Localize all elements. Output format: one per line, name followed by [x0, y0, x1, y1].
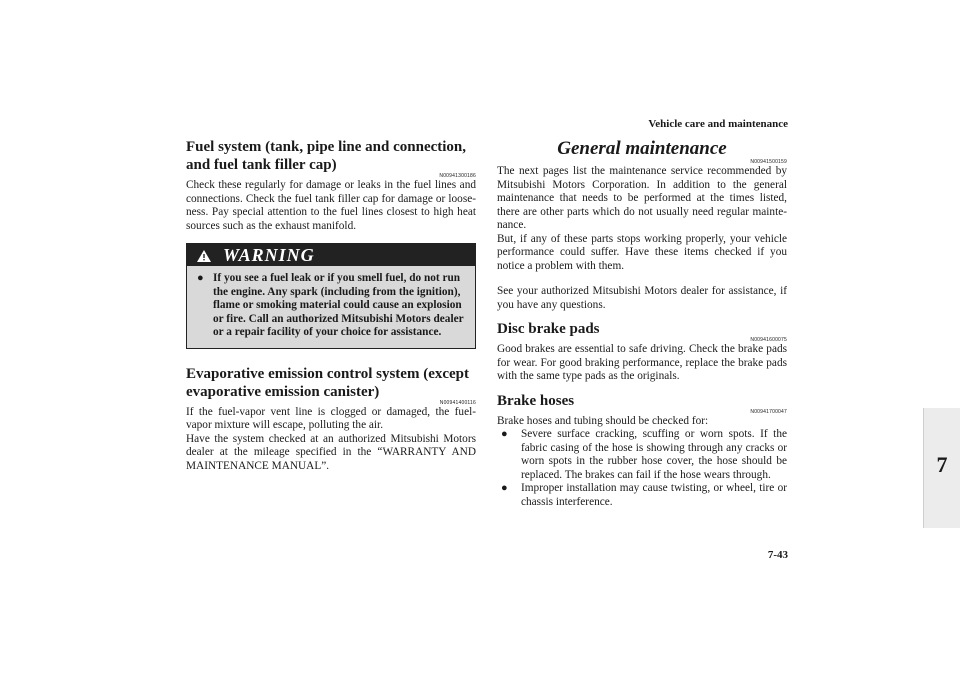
right-column: [497, 138, 787, 509]
disc-brake-heading: Disc brake pads: [497, 321, 600, 337]
list-item: [497, 482, 787, 509]
warning-box: [186, 243, 476, 349]
evap-body-2: Have the system checked at an authorized Mitsubishi Motors dealer at the mileage specified in the “WARRANTY AND MAINTENANCE MANUAL”.: [186, 432, 476, 472]
general-body-3: See your authorized Mitsubishi Motors dealer for assistance, if you have any questions.: [497, 285, 787, 311]
evap-code: N00941400116: [439, 399, 476, 406]
general-code: N00941500159: [750, 159, 787, 165]
bullet-icon: ●: [197, 272, 204, 284]
disc-brake-code: N00941600075: [750, 337, 787, 343]
warning-title: WARNING: [223, 245, 315, 265]
warning-content: [187, 266, 475, 348]
brake-hoses-heading: Brake hoses: [497, 392, 575, 409]
brake-hoses-list: [497, 428, 787, 509]
general-body-2: But, if any of these parts stops working properly, your vehicle performance could suffer. Have these items checked if you notice a problem with them.: [497, 232, 787, 272]
brake-hoses-intro: Brake hoses and tubing should be checked for:: [497, 414, 709, 427]
evap-heading: Evaporative emission control system (except evaporative emission canister): [186, 365, 470, 400]
fuel-system-body: Check these regularly for damage or leaks in the fuel lines and connections. Check the fuel tank filler cap for damage or loose-ness. Pay special attention to the fuel lines closest to high heat sources such as the exhaust manifold.: [186, 179, 476, 232]
general-body-1: The next pages list the maintenance service recommended by Mitsubishi Motors Corporation. In addition to the general maintenance that needs to be performed at the times listed, there are other parts which do not usually need regular mainte-nance.: [497, 165, 787, 231]
list-item: [497, 428, 787, 482]
warning-triangle-icon: [197, 249, 211, 267]
fuel-system-code: N00941300186: [439, 173, 476, 179]
running-header: Vehicle care and maintenance: [648, 118, 788, 130]
list-item-text: Improper installation may cause twisting, or wheel, tire or chassis interference.: [521, 482, 787, 508]
page-number: 7-43: [767, 549, 788, 561]
bullet-icon: ●: [501, 482, 508, 494]
warning-header: [187, 244, 475, 266]
brake-hoses-code: N00941700047: [750, 408, 787, 415]
fuel-system-heading: Fuel system (tank, pipe line and connection, and fuel tank filler cap): [186, 139, 467, 173]
chapter-tab: [923, 408, 960, 528]
general-maintenance-heading: General maintenance: [557, 138, 727, 159]
disc-brake-body: Good brakes are essential to safe driving. Check the brake pads for wear. For good braking performance, replace the brake pads with the same type pads as the originals.: [497, 343, 787, 382]
list-item-text: Severe surface cracking, scuffing or worn spots. If the fabric casing of the hose is showing through any cracks or worn spots in the rubber hose cover, the hose should be replaced. The brakes can fail if the hose wears through.: [521, 428, 787, 481]
evap-body-1: If the fuel-vapor vent line is clogged or damaged, the fuel-vapor mixture will escape, polluting the air.: [186, 405, 476, 431]
warning-text: If you see a fuel leak or if you smell fuel, do not run the engine. Any spark (including from the ignition), flame or smoking material could cause an explosion or fire. Call an authorized Mitsubishi Motors dealer or a repair facility of your choice for assistance.: [213, 272, 464, 338]
chapter-number: 7: [936, 452, 948, 477]
bullet-icon: ●: [501, 428, 508, 440]
left-column: [186, 138, 476, 473]
